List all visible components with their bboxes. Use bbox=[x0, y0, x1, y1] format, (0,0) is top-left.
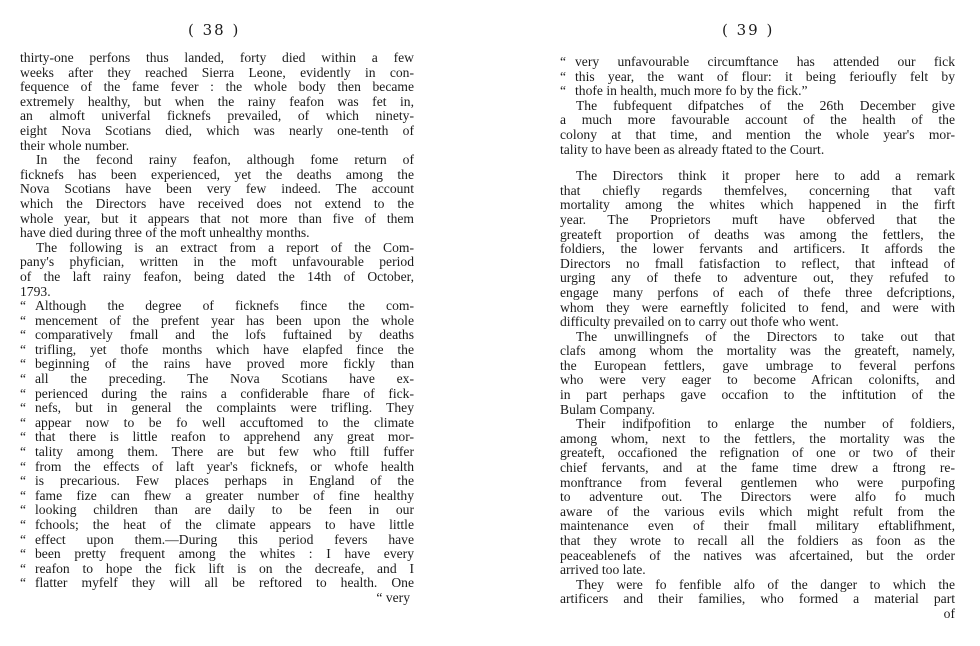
quoted-text-line: “ this year, the want of flour: it being ferioufly felt by bbox=[560, 70, 955, 85]
text-line: tality to have been as already ftated to the Court. bbox=[560, 141, 825, 157]
text-column bbox=[560, 55, 955, 622]
text-line: monftrance from feveral gentlemen who were purpofing bbox=[560, 474, 955, 490]
text-line: year. The Proprietors muft have obferved that the bbox=[560, 211, 955, 227]
text-line: The Directors think it proper here to add a remark bbox=[576, 168, 955, 184]
text-line: thirty-one perfons thus landed, forty died within a few bbox=[20, 50, 414, 65]
text-line: The following is an extract from a report of the Com- bbox=[36, 239, 414, 255]
text-line: whom they were earneftly folicited to fend, and were with bbox=[560, 299, 955, 315]
text-line: clafs among whom the mortality was the greateft, namely, bbox=[560, 343, 955, 359]
text-line: ficknefs has been experienced, yet the deaths among the bbox=[20, 166, 414, 182]
text-line: maintenance even of their fmall military eftablifhment, bbox=[560, 518, 955, 534]
text-line: extremely healthy, but when the rainy feafon was fet in, bbox=[20, 93, 414, 109]
text-line: of the laft rainy feafon, being dated the 14th of October, bbox=[20, 268, 414, 284]
text-line: The unwillingnefs of the Directors to take out that bbox=[576, 328, 955, 344]
text-line: They were fo fenfible alfo of the danger to which the bbox=[576, 576, 955, 592]
text-line: their whole number. bbox=[20, 137, 130, 153]
text-line: Directors no fmall fatisfaction to reflect, that inftead of bbox=[560, 255, 955, 271]
text-line: Nova Scotians have been very few indeed. The account bbox=[20, 181, 414, 197]
quoted-text-line: “ perienced during the rains a confiderable fhare of fick- bbox=[20, 387, 414, 402]
text-line: artificers and their families, who formed a material part bbox=[560, 591, 955, 607]
text-line: an almoft univerfal ficknefs prevailed, of which ninety- bbox=[20, 108, 414, 124]
quoted-text-line: “ effect upon them.—During this period fevers have bbox=[20, 533, 414, 548]
quoted-text-line: “ trifling, yet thofe months which have elapfed fince the bbox=[20, 343, 414, 358]
page-number: ( 39 ) bbox=[722, 21, 775, 39]
text-line: that chiefly regards themfelves, concerning that vaft bbox=[560, 182, 955, 198]
quoted-text-line: “ tality among them. There are but few who ftill fuffer bbox=[20, 445, 414, 460]
text-line: among whom, next to the fettlers, the mortality was the bbox=[560, 430, 955, 446]
text-line: colony at that time, and mention the whole year's mor- bbox=[560, 126, 955, 142]
text-line: 1793. bbox=[20, 283, 51, 299]
quoted-text-line: “ been pretty frequent among the whites : I have every bbox=[20, 547, 414, 562]
page-number: ( 38 ) bbox=[188, 21, 241, 39]
quoted-text-line: “ appear now to be fo well accuftomed to the climate bbox=[20, 416, 414, 431]
catchword: of bbox=[943, 605, 955, 621]
text-line: arrived too late. bbox=[560, 562, 646, 578]
text-line: greateft proportion of deaths was among the fettlers, the bbox=[560, 226, 955, 242]
text-line: aware of the various evils which might refult from the bbox=[560, 503, 955, 519]
quoted-text-line: “ all the preceding. The Nova Scotians have ex- bbox=[20, 372, 414, 387]
body-text bbox=[560, 55, 955, 607]
text-line: to adventure out. The Directors were alfo fo much bbox=[560, 489, 955, 505]
body-text bbox=[20, 51, 414, 591]
text-line: Their indifpofition to enlarge the number of foldiers, bbox=[576, 416, 955, 432]
text-line: engage many perfons of each of thefe three defcriptions, bbox=[560, 284, 955, 300]
quoted-text-line: “ beginning of the rains have proved more fickly than bbox=[20, 357, 414, 372]
text-column bbox=[20, 51, 414, 606]
text-line: mortality among the whites which happened in the firft bbox=[560, 197, 955, 213]
quoted-text-line: “ is precarious. Few places perhaps in England of the bbox=[20, 474, 414, 489]
quoted-text-line: “ nefs, but in general the complaints were trifling. They bbox=[20, 401, 414, 416]
text-line: who were very eager to become African colonifts, and bbox=[560, 372, 955, 388]
quoted-text-line: “ flatter myfelf they will all be reftored to health. One bbox=[20, 576, 414, 591]
text-line: foldiers, the lower fervants and artificers. It affords the bbox=[560, 241, 955, 257]
quoted-text-line: “ looking children than are daily to be feen in our bbox=[20, 503, 414, 518]
text-line: greateft, occafioned the refignation of one or two of their bbox=[560, 445, 955, 461]
text-line: have died during three of the moft unhealthy months. bbox=[20, 225, 310, 241]
text-line: difficulty prevailed on to carry out thofe who went. bbox=[560, 314, 839, 330]
quoted-text-line: “ from the effects of laft year's ficknefs, or whofe health bbox=[20, 460, 414, 475]
text-line: pany's phyfician, written in the moft unfavourable period bbox=[20, 254, 414, 270]
text-line: In the fecond rainy feafon, although fome return of bbox=[36, 152, 414, 168]
text-line: The fubfequent difpatches of the 26th December give bbox=[576, 97, 955, 113]
text-line: whole year, but it appears that not more than five of them bbox=[20, 210, 414, 226]
quoted-text-line: “ fchools; the heat of the climate appears to have little bbox=[20, 518, 414, 533]
quoted-text-line: “ thofe in health, much more fo by the fick.” bbox=[560, 84, 955, 99]
text-line: weeks after they reached Sierra Leone, evidently in con- bbox=[20, 64, 414, 80]
text-line: Bulam Company. bbox=[560, 401, 656, 417]
quoted-text-line: “ fame fize can fhew a greater number of fine healthy bbox=[20, 489, 414, 504]
text-line: urging any of thefe to adventure out, they refufed to bbox=[560, 270, 955, 286]
text-line: fequence of the fame fever : the whole body then became bbox=[20, 79, 414, 95]
quoted-text-line: “ reafon to hope the fick lift is on the decreafe, and I bbox=[20, 562, 414, 577]
quoted-text-line: “ comparatively fmall and the lofs fuftained by deaths bbox=[20, 328, 414, 343]
quoted-text-line: “ mencement of the prefent year has been upon the whole bbox=[20, 314, 414, 329]
quoted-text-line: “ very unfavourable circumftance has attended our fick bbox=[560, 55, 955, 70]
quoted-text-line: “ that there is little reafon to apprehend any great mor- bbox=[20, 430, 414, 445]
text-line: the European fettlers, gave umbrage to feveral perfons bbox=[560, 357, 955, 373]
catchword: “ very bbox=[376, 589, 410, 605]
text-line: in part perhaps gave occafion to the inftitution of the bbox=[560, 387, 955, 403]
text-line: that they wrote to recall all the foldiers as foon as the bbox=[560, 533, 955, 548]
text-line: a much more favourable account of the health of the bbox=[560, 112, 955, 128]
text-line: eight Nova Scotians died, which was nearly one-tenth of bbox=[20, 122, 414, 138]
text-line: chief fervants, and at the fame time drew a ftrong re- bbox=[560, 460, 955, 476]
text-line: peaceablenefs of the natives was afcertained, but the order bbox=[560, 547, 955, 563]
quoted-text-line: “ Although the degree of ficknefs fince the com- bbox=[20, 299, 414, 314]
text-line: which the Directors have received does not extend to the bbox=[20, 195, 414, 211]
